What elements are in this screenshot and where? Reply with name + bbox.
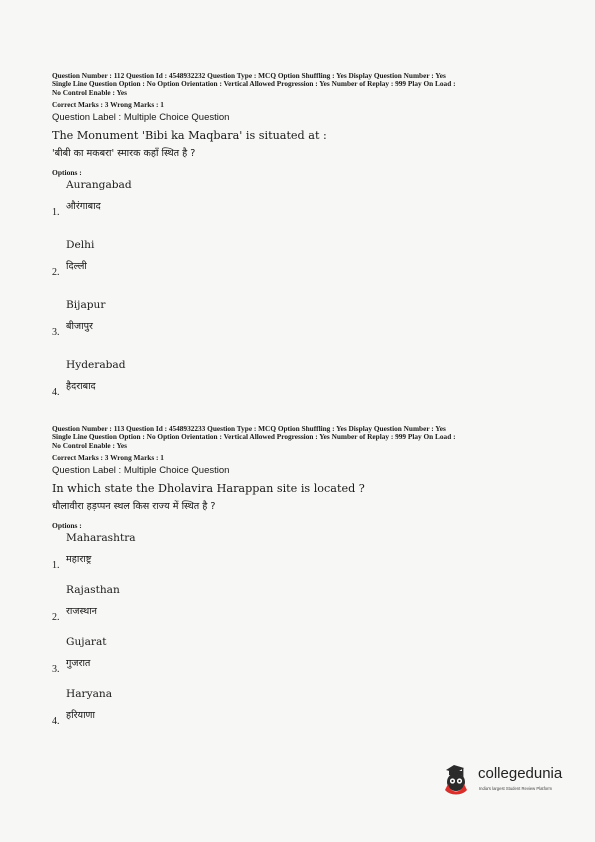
option-text-english: Hyderabad	[66, 359, 126, 372]
option-number: 1.	[52, 560, 60, 572]
question-label: Question Label : Multiple Choice Question	[52, 465, 230, 477]
option-number: 4.	[52, 387, 60, 399]
option-3	[52, 297, 552, 357]
option-text-hindi: दिल्ली	[66, 261, 87, 273]
option-text-hindi: राजस्थान	[66, 606, 98, 618]
question-label: Question Label : Multiple Choice Question	[52, 112, 230, 124]
option-1	[52, 177, 552, 237]
logo-tagline: India's largest Student Review Platform	[479, 786, 552, 791]
option-text-english: Rajasthan	[66, 584, 120, 597]
option-text-hindi: औरंगाबाद	[66, 201, 101, 213]
question-text-hindi: 'बीबी का मकबरा' स्मारक कहाँ स्थित है ?	[52, 148, 196, 160]
options-label: Options :	[52, 521, 82, 531]
question-marks: Correct Marks : 3 Wrong Marks : 1	[52, 100, 164, 110]
option-text-english: Bijapur	[66, 299, 106, 312]
option-text-hindi: हरियाणा	[66, 710, 95, 722]
option-text-hindi: गुजरात	[66, 658, 91, 670]
logo-wordmark: collegedunia	[478, 765, 563, 782]
collegedunia-logo	[440, 762, 588, 802]
option-number: 3.	[52, 664, 60, 676]
option-2	[52, 237, 552, 297]
option-number: 2.	[52, 612, 60, 624]
option-text-hindi: हैदराबाद	[66, 381, 96, 393]
option-text-english: Haryana	[66, 688, 113, 701]
question-meta: Question Number : 113 Question Id : 4548932233 Question Type : MCQ Option Shuffling : Yes Display Question Number : Yes Single Line Question Option : No Option Orientation : Vertical Allowed Progression : Yes Number of Replay : 999 Play On Load : No Control Enable : Yes	[52, 424, 456, 450]
option-1	[52, 530, 552, 582]
option-number: 1.	[52, 207, 60, 219]
option-number: 3.	[52, 327, 60, 339]
option-text-english: Aurangabad	[66, 179, 132, 192]
option-text-english: Gujarat	[66, 636, 107, 649]
option-2	[52, 582, 552, 634]
option-text-english: Maharashtra	[66, 532, 136, 545]
option-text-english: Delhi	[66, 239, 95, 252]
question-marks: Correct Marks : 3 Wrong Marks : 1	[52, 453, 164, 463]
question-113	[52, 425, 552, 738]
question-text-english: In which state the Dholavira Harappan site is located ?	[52, 482, 365, 496]
option-4	[52, 686, 552, 738]
option-4	[52, 357, 552, 417]
options-label: Options :	[52, 168, 82, 178]
option-text-hindi: बीजापुर	[66, 321, 93, 333]
option-3	[52, 634, 552, 686]
option-text-hindi: महाराष्ट्र	[66, 554, 92, 566]
question-112	[52, 72, 552, 417]
question-text-hindi: धौलावीरा हड़प्पन स्थल किस राज्य में स्थित है ?	[52, 501, 216, 513]
question-meta: Question Number : 112 Question Id : 4548932232 Question Type : MCQ Option Shuffling : Yes Display Question Number : Yes Single Line Question Option : No Option Orientation : Vertical Allowed Progression : Yes Number of Replay : 999 Play On Load : No Control Enable : Yes	[52, 71, 456, 97]
graduate-mascot-icon	[440, 762, 474, 798]
option-number: 4.	[52, 716, 60, 728]
option-number: 2.	[52, 267, 60, 279]
question-text-english: The Monument 'Bibi ka Maqbara' is situated at :	[52, 129, 327, 143]
